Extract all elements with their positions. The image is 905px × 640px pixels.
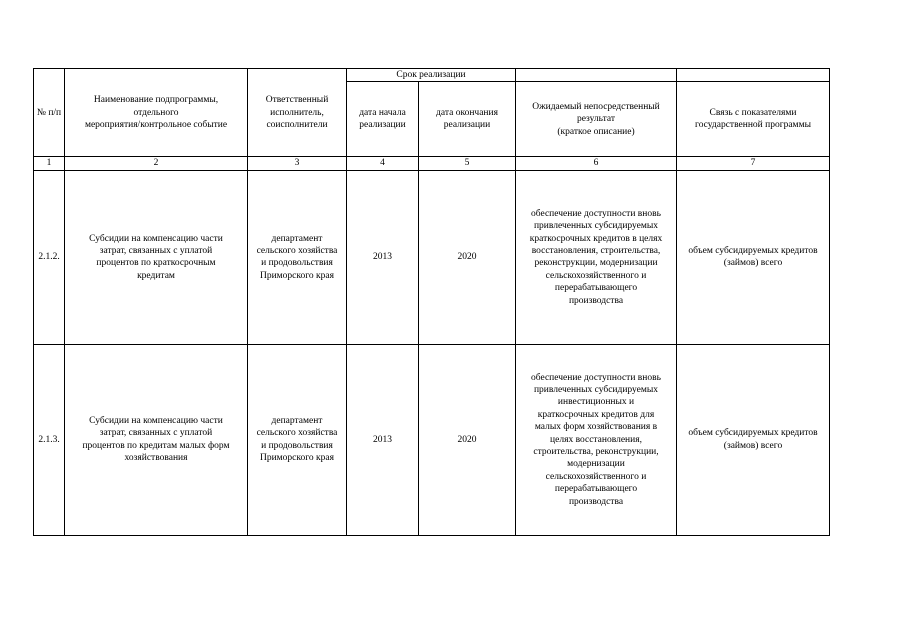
header-name: Наименование подпрограммы, отдельного мероприятия/контрольное событие xyxy=(65,69,248,157)
row-name: Субсидии на компенсацию части затрат, связанных с уплатой процентов по кредитам малых форм хозяйствования xyxy=(65,344,248,535)
header-result: Ожидаемый непосредственный результат (краткое описание) xyxy=(516,82,677,157)
header-no: № п/п xyxy=(34,69,65,157)
row-link: объем субсидируемых кредитов (займов) всего xyxy=(677,170,830,344)
row-start-year: 2013 xyxy=(347,344,419,535)
row-number: 2.1.2. xyxy=(34,170,65,344)
row-responsible: департамент сельского хозяйства и продовольствия Приморского края xyxy=(248,344,347,535)
column-numbers-row xyxy=(34,157,830,170)
table-row xyxy=(34,170,830,344)
row-result: обеспечение доступности вновь привлеченных субсидируемых краткосрочных кредитов в целях восстановления, строительства, реконструкции, модернизации сельскохозяйственного и перерабатывающего производства xyxy=(516,170,677,344)
program-table xyxy=(33,68,830,536)
row-end-year: 2020 xyxy=(419,170,516,344)
row-end-year: 2020 xyxy=(419,344,516,535)
header-period: Срок реализации xyxy=(347,69,516,82)
header-link-top xyxy=(677,69,830,82)
column-number: 3 xyxy=(248,157,347,170)
header-result-top xyxy=(516,69,677,82)
row-name: Субсидии на компенсацию части затрат, связанных с уплатой процентов по краткосрочным кредитам xyxy=(65,170,248,344)
column-number: 2 xyxy=(65,157,248,170)
row-link: объем субсидируемых кредитов (займов) всего xyxy=(677,344,830,535)
column-number: 6 xyxy=(516,157,677,170)
column-number: 5 xyxy=(419,157,516,170)
header-responsible: Ответственный исполнитель, соисполнители xyxy=(248,69,347,157)
row-responsible: департамент сельского хозяйства и продовольствия Приморского края xyxy=(248,170,347,344)
row-result: обеспечение доступности вновь привлеченных субсидируемых инвестиционных и краткосрочных кредитов для малых форм хозяйствования в целях восстановления, строительства, реконструкции, модернизации сельскохозяйственного и перерабатывающего производства xyxy=(516,344,677,535)
table-row xyxy=(34,344,830,535)
header-end: дата окончания реализации xyxy=(419,82,516,157)
column-number: 4 xyxy=(347,157,419,170)
column-number: 7 xyxy=(677,157,830,170)
row-number: 2.1.3. xyxy=(34,344,65,535)
header-link: Связь с показателями государственной программы xyxy=(677,82,830,157)
header-start: дата начала реализации xyxy=(347,82,419,157)
row-start-year: 2013 xyxy=(347,170,419,344)
column-number: 1 xyxy=(34,157,65,170)
